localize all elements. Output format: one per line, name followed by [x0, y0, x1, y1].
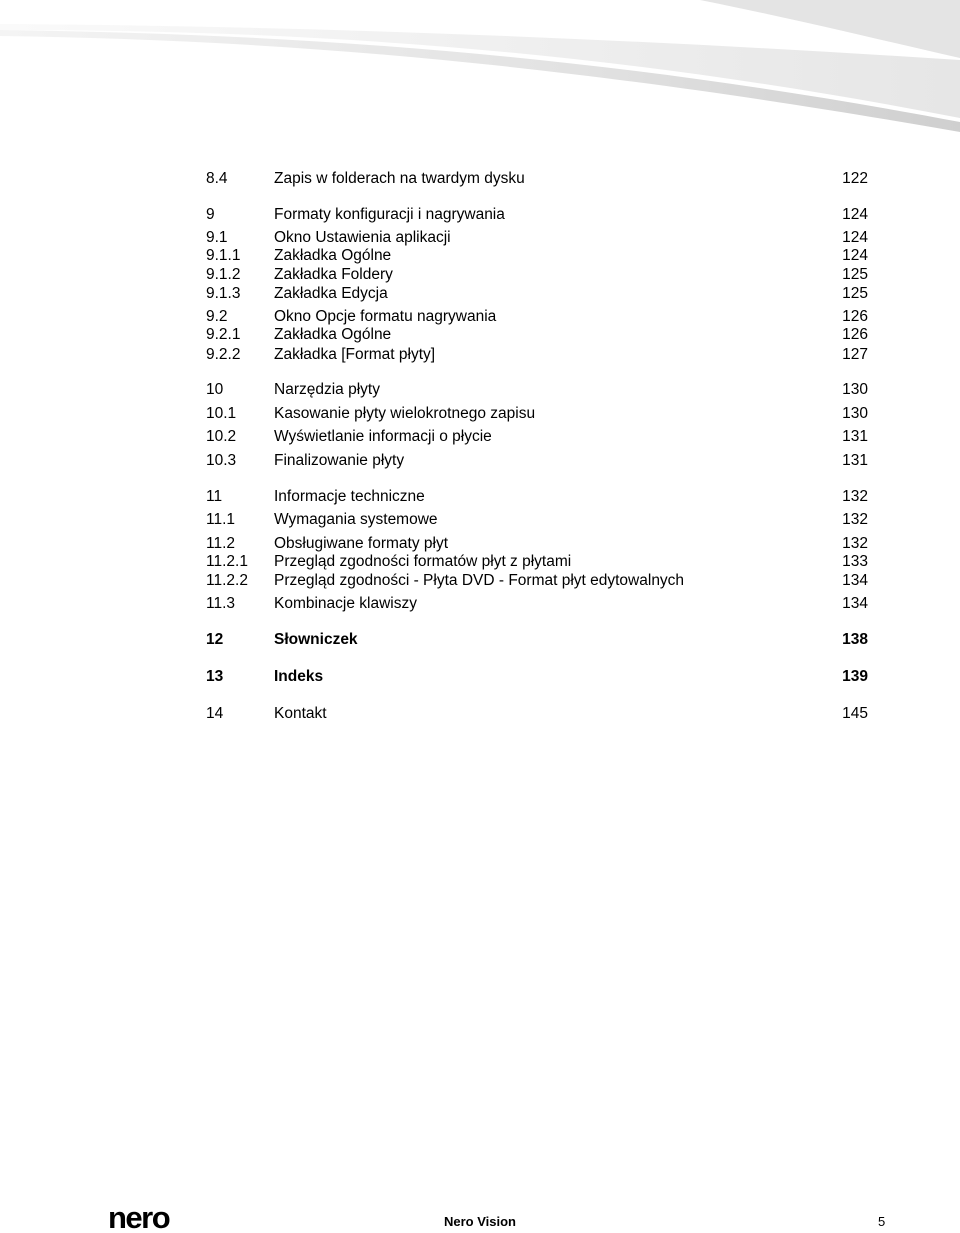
toc-section-number: 11.2: [206, 535, 236, 552]
toc-section-title: Obsługiwane formaty płyt: [274, 535, 449, 552]
toc-section-number: 10: [206, 381, 224, 398]
toc-section-title: Zapis w folderach na twardym dysku: [274, 170, 525, 187]
toc-page-number: 124: [842, 247, 868, 264]
toc-row[interactable]: [206, 205, 868, 225]
toc-row[interactable]: [206, 284, 868, 304]
toc-row[interactable]: [206, 380, 868, 400]
toc-page-number: 131: [842, 428, 868, 445]
toc-section-number: 13: [206, 668, 224, 685]
toc-section-number: 10.3: [206, 452, 237, 469]
toc-page-number: 125: [842, 266, 868, 283]
toc-section-title: Kasowanie płyty wielokrotnego zapisu: [274, 405, 536, 422]
toc-section-title: Kontakt: [274, 705, 327, 722]
toc-row[interactable]: [206, 345, 868, 365]
toc-section-number: 11.2.2: [206, 572, 248, 589]
toc-page-number: 132: [842, 511, 868, 528]
toc-row[interactable]: [206, 510, 868, 530]
toc-page-number: 127: [842, 346, 868, 363]
toc-row[interactable]: [206, 169, 868, 189]
toc-section-number: 11.2.1: [206, 553, 248, 570]
toc-page-number: 125: [842, 285, 868, 302]
toc-row[interactable]: [206, 246, 868, 266]
toc-row[interactable]: [206, 325, 868, 345]
toc-section-number: 12: [206, 631, 224, 648]
toc-page-number: 134: [842, 595, 868, 612]
toc-row[interactable]: [206, 534, 868, 554]
toc-row[interactable]: [206, 630, 868, 650]
toc-page-number: 145: [842, 705, 868, 722]
toc-page-number: 132: [842, 535, 868, 552]
toc-page-number: 132: [842, 488, 868, 505]
toc-page-number: 126: [842, 326, 868, 343]
toc-section-title: Zakładka Ogólne: [274, 247, 392, 264]
toc-section-number: 9.2.1: [206, 326, 241, 343]
toc-page-number: 124: [842, 206, 868, 223]
toc-section-title: Finalizowanie płyty: [274, 452, 405, 469]
toc-page-number: 133: [842, 553, 868, 570]
toc-row[interactable]: [206, 228, 868, 248]
toc-section-number: 9.1.2: [206, 266, 241, 283]
toc-section-title: Słowniczek: [274, 631, 358, 648]
toc-section-number: 14: [206, 705, 224, 722]
toc-section-number: 11.1: [206, 511, 236, 528]
toc-section-title: Przegląd zgodności formatów płyt z płytami: [274, 553, 572, 570]
toc-section-number: 10.2: [206, 428, 237, 445]
nero-logo: [108, 1203, 212, 1233]
footer-product-name: Nero Vision: [444, 1214, 517, 1229]
toc-row[interactable]: [206, 427, 868, 447]
toc-section-number: 11: [206, 488, 223, 505]
toc-section-title: Zakładka Edycja: [274, 285, 388, 302]
toc-page-number: 134: [842, 572, 868, 589]
toc-section-title: Kombinacje klawiszy: [274, 595, 417, 612]
toc-section-title: Zakładka Foldery: [274, 266, 393, 283]
toc-section-number: 10.1: [206, 405, 237, 422]
toc-section-number: 9.1: [206, 229, 228, 246]
toc-row[interactable]: [206, 552, 868, 572]
toc-section-title: Informacje techniczne: [274, 488, 425, 505]
toc-row[interactable]: [206, 307, 868, 327]
toc-row[interactable]: [206, 594, 868, 614]
toc-section-title: Narzędzia płyty: [274, 381, 380, 398]
toc-section-title: Formaty konfiguracji i nagrywania: [274, 206, 505, 223]
toc-page-number: 122: [842, 170, 868, 187]
svg-text:nero: nero: [108, 1203, 170, 1233]
toc-row[interactable]: [206, 487, 868, 507]
toc-row[interactable]: [206, 404, 868, 424]
toc-section-number: 8.4: [206, 170, 228, 187]
toc-section-number: 9: [206, 206, 215, 223]
toc-page-number: 131: [842, 452, 868, 469]
toc-section-title: Zakładka Ogólne: [274, 326, 392, 343]
toc-section-title: Indeks: [274, 668, 324, 685]
toc-page-number: 130: [842, 405, 868, 422]
toc-row[interactable]: [206, 451, 868, 471]
toc-page-number: 130: [842, 381, 868, 398]
toc-section-title: Okno Opcje formatu nagrywania: [274, 308, 497, 325]
toc-section-number: 9.2: [206, 308, 228, 325]
toc-page-number: 126: [842, 308, 868, 325]
toc-section-number: 9.1.1: [206, 247, 241, 264]
toc-section-title: Okno Ustawienia aplikacji: [274, 229, 451, 246]
toc-row[interactable]: [206, 265, 868, 285]
toc-section-number: 9.1.3: [206, 285, 241, 302]
toc-row[interactable]: [206, 704, 868, 724]
toc-page-number: 124: [842, 229, 868, 246]
toc-page-number: 139: [842, 668, 868, 685]
toc-row[interactable]: [206, 667, 868, 687]
toc-section-title: Przegląd zgodności - Płyta DVD - Format płyt edytowalnych: [274, 572, 685, 589]
toc-section-number: 11.3: [206, 595, 236, 612]
toc-section-title: Wyświetlanie informacji o płycie: [274, 428, 492, 445]
footer-page-number: 5: [878, 1214, 886, 1229]
toc-section-number: 9.2.2: [206, 346, 241, 363]
toc-row[interactable]: [206, 571, 868, 591]
toc-page-number: 138: [842, 631, 868, 648]
toc-section-title: Zakładka [Format płyty]: [274, 346, 436, 363]
toc-section-title: Wymagania systemowe: [274, 511, 438, 528]
